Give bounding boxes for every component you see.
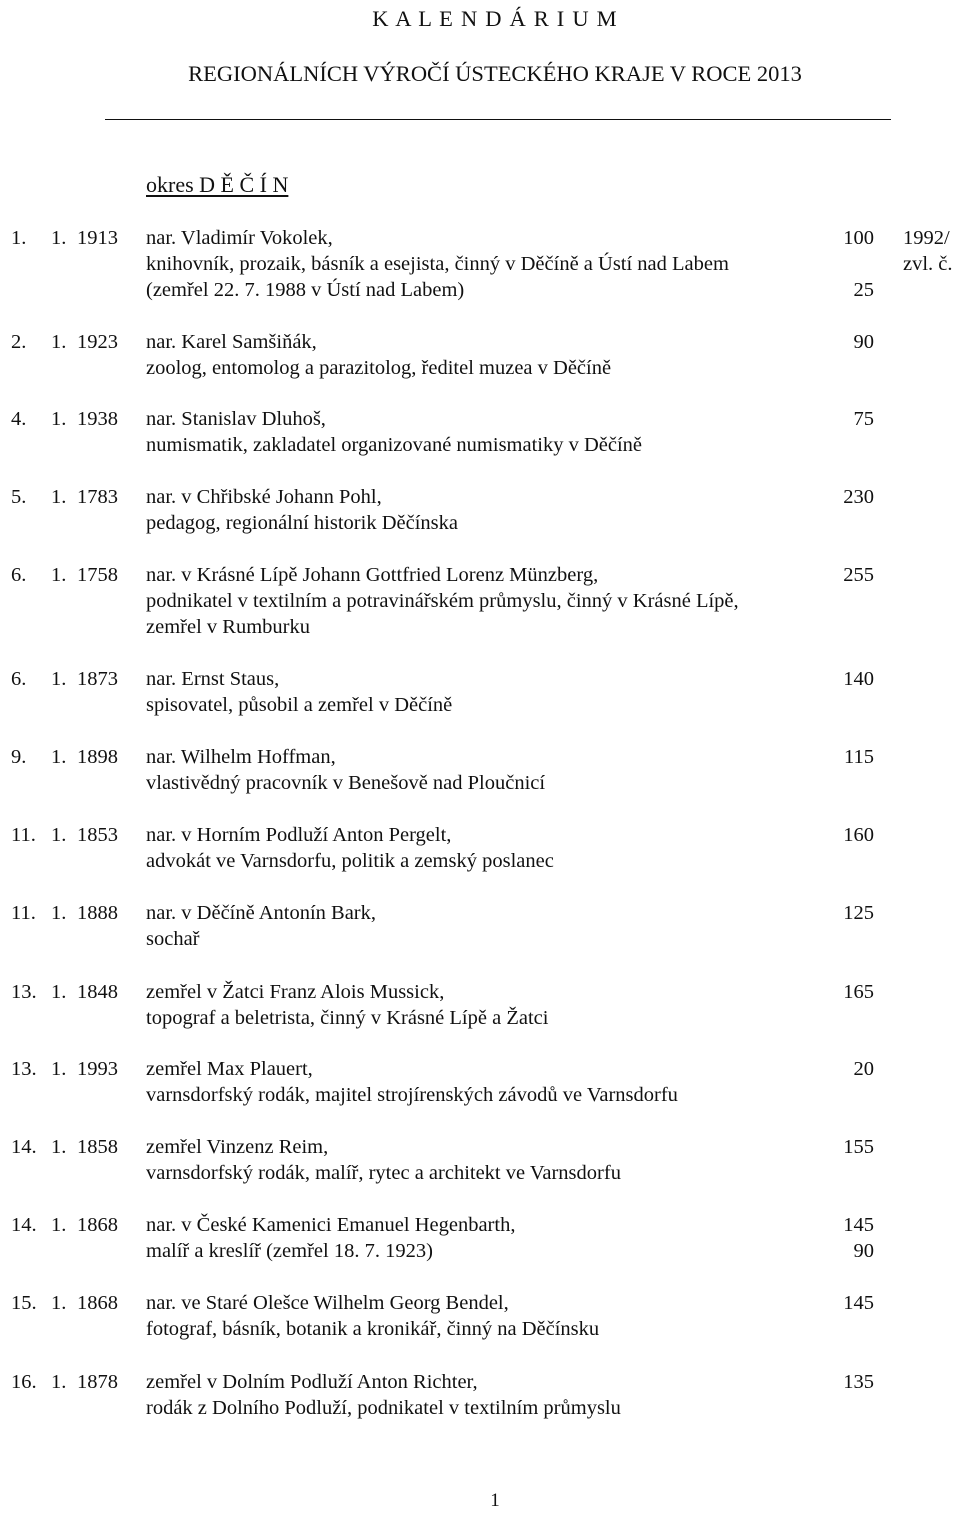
entry-month: 1. [51, 824, 67, 846]
entry-year: 1923 [77, 331, 118, 353]
entry-text: numismatik, zakladatel organizované numismatiky v Děčíně [146, 434, 643, 456]
entry-line [0, 329, 960, 355]
entry-line [0, 1212, 960, 1238]
entry-line [0, 432, 960, 458]
entry-year: 1993 [77, 1058, 118, 1080]
entry-text: nar. Wilhelm Hoffman, [146, 746, 336, 768]
anniversary-years: 135 [843, 1371, 874, 1393]
district-heading: okres D Ě Č Í N [146, 172, 289, 197]
entry-line [0, 1056, 960, 1082]
entry-year: 1858 [77, 1136, 118, 1158]
entry-text: spisovatel, působil a zemřel v Děčíně [146, 694, 453, 716]
entry-day: 13. [11, 981, 37, 1003]
entry-line [0, 406, 960, 432]
anniversary-entry [0, 1369, 960, 1421]
entry-line [0, 588, 960, 614]
entry-text: vlastivědný pracovník v Benešově nad Ploučnicí [146, 772, 546, 794]
entry-text: zemřel v Žatci Franz Alois Mussick, [146, 981, 445, 1003]
entry-day: 9. [11, 746, 27, 768]
entry-year: 1878 [77, 1371, 118, 1393]
entry-month: 1. [51, 1214, 67, 1236]
entry-year: 1888 [77, 902, 118, 924]
entry-text: podnikatel v textilním a potravinářském průmyslu, činný v Krásné Lípě, [146, 590, 739, 612]
entry-line [0, 1395, 960, 1421]
entry-line [0, 666, 960, 692]
entry-line [0, 822, 960, 848]
anniversary-years: 255 [843, 564, 874, 586]
entry-line [0, 510, 960, 536]
entry-line [0, 277, 960, 303]
anniversary-entry [0, 406, 960, 458]
entry-day: 1. [11, 227, 27, 249]
entry-text: sochař [146, 928, 200, 950]
entry-text: zemřel v Rumburku [146, 616, 310, 638]
entry-text: fotograf, básník, botanik a kronikář, činný na Děčínsku [146, 1318, 600, 1340]
entry-line [0, 1160, 960, 1186]
anniversary-entry [0, 1212, 960, 1264]
entry-text: nar. Vladimír Vokolek, [146, 227, 333, 249]
entry-line [0, 355, 960, 381]
entry-text: nar. v Krásné Lípě Johann Gottfried Lorenz Münzberg, [146, 564, 599, 586]
entry-month: 1. [51, 486, 67, 508]
entry-line [0, 1005, 960, 1031]
entry-day: 15. [11, 1292, 37, 1314]
document-subtitle: REGIONÁLNÍCH VÝROČÍ ÚSTECKÉHO KRAJE V ROCE 2013 [188, 61, 802, 86]
anniversary-years: 145 [843, 1214, 874, 1236]
entry-day: 2. [11, 331, 27, 353]
entry-month: 1. [51, 564, 67, 586]
anniversary-years: 155 [843, 1136, 874, 1158]
anniversary-entry [0, 1056, 960, 1108]
anniversary-entry [0, 900, 960, 952]
entry-line [0, 692, 960, 718]
anniversary-entry [0, 666, 960, 718]
anniversary-entry [0, 225, 960, 303]
page-number: 1 [490, 1490, 500, 1511]
entry-year: 1913 [77, 227, 118, 249]
anniversary-years: 90 [853, 331, 874, 353]
anniversary-years: 90 [853, 1240, 874, 1262]
anniversary-years: 160 [843, 824, 874, 846]
entry-text: nar. v České Kamenici Emanuel Hegenbarth, [146, 1214, 516, 1236]
entry-year: 1868 [77, 1214, 118, 1236]
entry-day: 14. [11, 1214, 37, 1236]
entry-month: 1. [51, 902, 67, 924]
entry-text: knihovník, prozaik, básník a esejista, činný v Děčíně a Ústí nad Labem [146, 253, 729, 275]
anniversary-entry [0, 744, 960, 796]
entry-month: 1. [51, 331, 67, 353]
entry-line [0, 1290, 960, 1316]
entry-year: 1868 [77, 1292, 118, 1314]
entry-text: zemřel Max Plauert, [146, 1058, 313, 1080]
entry-text: zemřel v Dolním Podluží Anton Richter, [146, 1371, 478, 1393]
entry-line [0, 770, 960, 796]
entry-line [0, 251, 960, 277]
anniversary-years: 100 [843, 227, 874, 249]
side-note: zvl. č. [903, 253, 953, 275]
entry-year: 1853 [77, 824, 118, 846]
entry-text: zoolog, entomolog a parazitolog, ředitel muzea v Děčíně [146, 357, 612, 379]
entry-text: nar. v Chřibské Johann Pohl, [146, 486, 382, 508]
entry-line [0, 848, 960, 874]
anniversary-years: 75 [853, 408, 874, 430]
entry-month: 1. [51, 1136, 67, 1158]
anniversary-entry [0, 484, 960, 536]
anniversary-entry [0, 822, 960, 874]
entry-text: malíř a kreslíř (zemřel 18. 7. 1923) [146, 1240, 433, 1262]
entry-month: 1. [51, 1292, 67, 1314]
entry-month: 1. [51, 981, 67, 1003]
entry-text: nar. ve Staré Olešce Wilhelm Georg Bendel, [146, 1292, 509, 1314]
entry-line [0, 1369, 960, 1395]
anniversary-entry [0, 979, 960, 1031]
entry-month: 1. [51, 1371, 67, 1393]
entry-text: pedagog, regionální historik Děčínska [146, 512, 458, 534]
anniversary-entry [0, 562, 960, 640]
entry-text: (zemřel 22. 7. 1988 v Ústí nad Labem) [146, 279, 465, 301]
entry-text: varnsdorfský rodák, malíř, rytec a architekt ve Varnsdorfu [146, 1162, 621, 1184]
entry-line [0, 484, 960, 510]
entry-line [0, 1082, 960, 1108]
entry-line [0, 1316, 960, 1342]
entry-day: 11. [11, 902, 36, 924]
entry-line [0, 562, 960, 588]
entry-day: 5. [11, 486, 27, 508]
entry-day: 14. [11, 1136, 37, 1158]
entry-text: topograf a beletrista, činný v Krásné Lípě a Žatci [146, 1007, 549, 1029]
entry-day: 6. [11, 668, 27, 690]
entry-month: 1. [51, 227, 67, 249]
anniversary-years: 230 [843, 486, 874, 508]
entry-line [0, 1238, 960, 1264]
anniversary-years: 115 [844, 746, 874, 768]
anniversary-years: 140 [843, 668, 874, 690]
entry-line [0, 900, 960, 926]
title-rule [105, 119, 891, 120]
entry-line [0, 225, 960, 251]
anniversary-years: 165 [843, 981, 874, 1003]
side-note: 1992/ [903, 227, 950, 249]
entry-text: nar. Ernst Staus, [146, 668, 280, 690]
entry-text: nar. v Děčíně Antonín Bark, [146, 902, 377, 924]
entry-day: 6. [11, 564, 27, 586]
anniversary-years: 25 [853, 279, 874, 301]
entry-year: 1758 [77, 564, 118, 586]
entry-text: advokát ve Varnsdorfu, politik a zemský poslanec [146, 850, 554, 872]
entry-day: 11. [11, 824, 36, 846]
entry-line [0, 926, 960, 952]
entry-year: 1873 [77, 668, 118, 690]
entry-year: 1848 [77, 981, 118, 1003]
entry-month: 1. [51, 746, 67, 768]
entry-line [0, 1134, 960, 1160]
entry-line [0, 614, 960, 640]
document-title: K A L E N D Á R I U M [372, 6, 618, 31]
entry-day: 16. [11, 1371, 37, 1393]
anniversary-years: 125 [843, 902, 874, 924]
entry-day: 4. [11, 408, 27, 430]
entry-text: rodák z Dolního Podluží, podnikatel v textilním průmyslu [146, 1397, 621, 1419]
entry-line [0, 979, 960, 1005]
entry-month: 1. [51, 1058, 67, 1080]
anniversary-years: 20 [853, 1058, 874, 1080]
entry-month: 1. [51, 408, 67, 430]
entry-month: 1. [51, 668, 67, 690]
anniversary-entry [0, 1134, 960, 1186]
entry-day: 13. [11, 1058, 37, 1080]
anniversary-years: 145 [843, 1292, 874, 1314]
entry-line [0, 744, 960, 770]
entry-text: zemřel Vinzenz Reim, [146, 1136, 329, 1158]
entry-year: 1938 [77, 408, 118, 430]
anniversary-entry [0, 329, 960, 381]
anniversary-entry [0, 1290, 960, 1342]
entry-year: 1898 [77, 746, 118, 768]
entry-text: varnsdorfský rodák, majitel strojírenských závodů ve Varnsdorfu [146, 1084, 678, 1106]
entry-year: 1783 [77, 486, 118, 508]
entry-text: nar. Stanislav Dluhoš, [146, 408, 326, 430]
entry-text: nar. v Horním Podluží Anton Pergelt, [146, 824, 452, 846]
entry-text: nar. Karel Samšiňák, [146, 331, 317, 353]
